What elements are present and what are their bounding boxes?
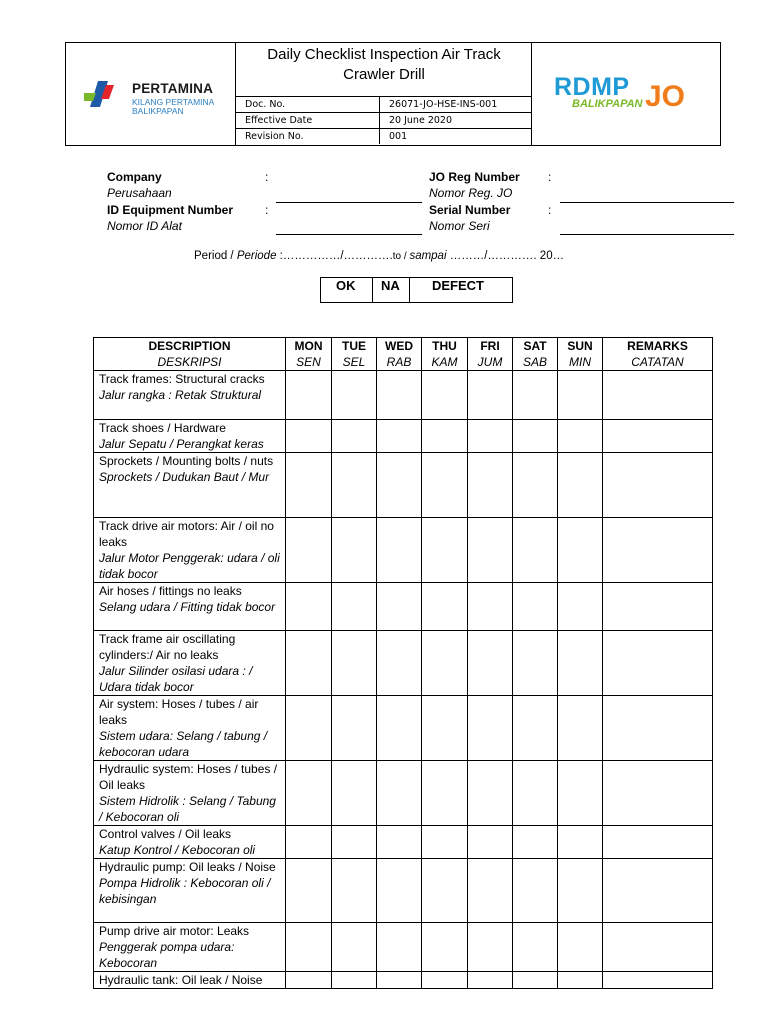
description-en: Pump drive air motor: Leaks: [99, 924, 250, 938]
check-cell-sun[interactable]: [558, 420, 603, 453]
check-cell-tue[interactable]: [332, 923, 377, 972]
meta-row-doc-no: [236, 97, 532, 113]
description-id: Katup Kontrol / Kebocoran oli: [99, 843, 256, 857]
row-description: [94, 631, 286, 696]
description-id: Selang udara / Fitting tidak bocor: [99, 600, 276, 614]
description-en: Air hoses / fittings no leaks: [99, 584, 242, 598]
description-en: Track frames: Structural cracks: [99, 372, 265, 386]
document-title: [236, 43, 532, 97]
remarks-cell[interactable]: [603, 826, 713, 859]
table-row: [94, 518, 713, 583]
company-label-id: Perusahaan: [107, 186, 172, 200]
legend-ok: OK: [321, 278, 373, 302]
check-cell-sun[interactable]: [558, 371, 603, 420]
description-en: Track shoes / Hardware: [99, 421, 226, 435]
description-en: Control valves / Oil leaks: [99, 827, 232, 841]
check-cell-wed[interactable]: [377, 972, 422, 989]
check-cell-thu[interactable]: [422, 453, 468, 518]
company-label: Company: [107, 170, 162, 184]
header-description: DESCRIPTION DESKRIPSI: [94, 338, 286, 371]
check-cell-wed[interactable]: [377, 859, 422, 923]
check-cell-mon[interactable]: [286, 761, 332, 826]
meta-value: 001: [389, 131, 408, 142]
check-cell-fri[interactable]: [468, 583, 513, 631]
check-cell-fri[interactable]: [468, 761, 513, 826]
table-row: [94, 583, 713, 631]
row-description: [94, 371, 286, 420]
check-cell-wed[interactable]: [377, 631, 422, 696]
table-row: [94, 696, 713, 761]
table-row: [94, 972, 713, 989]
row-description: [94, 420, 286, 453]
table-row: [94, 761, 713, 826]
serial-label-id: Nomor Seri: [429, 219, 490, 233]
check-cell-sat[interactable]: [513, 453, 558, 518]
table-row: [94, 923, 713, 972]
check-cell-tue[interactable]: [332, 761, 377, 826]
check-cell-sun[interactable]: [558, 761, 603, 826]
serial-field[interactable]: [560, 234, 734, 235]
check-cell-sat[interactable]: [513, 923, 558, 972]
check-cell-fri[interactable]: [468, 371, 513, 420]
check-cell-mon[interactable]: [286, 826, 332, 859]
header-center: [236, 43, 532, 145]
check-cell-wed[interactable]: [377, 583, 422, 631]
remarks-cell[interactable]: [603, 923, 713, 972]
check-cell-mon[interactable]: [286, 453, 332, 518]
remarks-cell[interactable]: [603, 583, 713, 631]
row-description: [94, 583, 286, 631]
check-cell-mon[interactable]: [286, 923, 332, 972]
pertamina-logo: [66, 43, 236, 145]
description-en: Air system: Hoses / tubes / air leaks: [99, 697, 259, 727]
check-cell-sat[interactable]: [513, 631, 558, 696]
check-cell-mon[interactable]: [286, 420, 332, 453]
check-cell-thu[interactable]: [422, 859, 468, 923]
meta-key: Revision No.: [236, 129, 380, 144]
legend-defect: DEFECT: [432, 278, 484, 293]
meta-row-effective-date: [236, 113, 532, 129]
table-row: [94, 631, 713, 696]
check-cell-fri[interactable]: [468, 453, 513, 518]
document-header: [65, 42, 721, 146]
meta-row-revision: [236, 129, 532, 145]
check-cell-tue[interactable]: [332, 631, 377, 696]
table-row: [94, 420, 713, 453]
remarks-cell[interactable]: [603, 518, 713, 583]
status-legend: [320, 277, 513, 303]
check-cell-thu[interactable]: [422, 583, 468, 631]
description-id: Sprockets / Dudukan Baut / Mur: [99, 470, 270, 484]
check-cell-wed[interactable]: [377, 826, 422, 859]
check-cell-tue[interactable]: [332, 420, 377, 453]
pertamina-sub1: KILANG PERTAMINA: [132, 97, 215, 107]
check-cell-wed[interactable]: [377, 923, 422, 972]
check-cell-tue[interactable]: [332, 972, 377, 989]
header-sun: SUN MIN: [558, 338, 603, 371]
check-cell-wed[interactable]: [377, 453, 422, 518]
check-cell-sun[interactable]: [558, 859, 603, 923]
check-cell-fri[interactable]: [468, 696, 513, 761]
check-cell-thu[interactable]: [422, 923, 468, 972]
check-cell-mon[interactable]: [286, 859, 332, 923]
check-cell-fri[interactable]: [468, 859, 513, 923]
row-description: [94, 696, 286, 761]
check-cell-sun[interactable]: [558, 631, 603, 696]
meta-key: Doc. No.: [236, 97, 380, 112]
check-cell-thu[interactable]: [422, 371, 468, 420]
remarks-cell[interactable]: [603, 972, 713, 989]
period-line: Period / Periode :……………/………….to / sampai ………/…………. 20…: [194, 250, 565, 262]
jo-reg-label-id: Nomor Reg. JO: [429, 186, 513, 200]
check-cell-fri[interactable]: [468, 631, 513, 696]
title-line-1: Daily Checklist Inspection Air Track: [267, 46, 501, 63]
colon: :: [548, 203, 552, 217]
check-cell-wed[interactable]: [377, 518, 422, 583]
equipment-label: ID Equipment Number: [107, 203, 234, 217]
colon: :: [548, 170, 552, 184]
check-cell-sat[interactable]: [513, 518, 558, 583]
check-cell-fri[interactable]: [468, 826, 513, 859]
check-cell-sat[interactable]: [513, 826, 558, 859]
check-cell-tue[interactable]: [332, 859, 377, 923]
check-cell-wed[interactable]: [377, 761, 422, 826]
check-cell-tue[interactable]: [332, 453, 377, 518]
check-cell-sun[interactable]: [558, 972, 603, 989]
check-cell-sat[interactable]: [513, 859, 558, 923]
description-en: Hydraulic tank: Oil leak / Noise: [99, 973, 263, 987]
check-cell-tue[interactable]: [332, 696, 377, 761]
remarks-cell[interactable]: [603, 453, 713, 518]
serial-label: Serial Number: [429, 203, 511, 217]
check-cell-wed[interactable]: [377, 371, 422, 420]
header-wed: WED RAB: [377, 338, 422, 371]
equipment-field[interactable]: [276, 234, 422, 235]
header-thu: THU KAM: [422, 338, 468, 371]
header-mon: MON SEN: [286, 338, 332, 371]
meta-value: 20 June 2020: [389, 115, 452, 126]
row-description: [94, 826, 286, 859]
remarks-cell[interactable]: [603, 371, 713, 420]
rdmp-jo-logo: [532, 43, 720, 145]
remarks-cell[interactable]: [603, 696, 713, 761]
check-cell-fri[interactable]: [468, 420, 513, 453]
company-field[interactable]: [276, 202, 422, 203]
row-description: [94, 859, 286, 923]
row-description: [94, 972, 286, 989]
check-cell-tue[interactable]: [332, 518, 377, 583]
check-cell-mon[interactable]: [286, 371, 332, 420]
check-cell-sun[interactable]: [558, 923, 603, 972]
description-en: Track drive air motors: Air / oil no leaks: [99, 519, 274, 549]
row-description: [94, 518, 286, 583]
meta-value: 26071-JO-HSE-INS-001: [389, 99, 498, 110]
check-cell-sun[interactable]: [558, 518, 603, 583]
row-description: [94, 453, 286, 518]
check-cell-wed[interactable]: [377, 420, 422, 453]
description-id: Jalur Sepatu / Perangkat keras: [99, 437, 264, 451]
check-cell-mon[interactable]: [286, 972, 332, 989]
jo-reg-field[interactable]: [560, 202, 734, 203]
jo-reg-label: JO Reg Number: [429, 170, 520, 184]
description-id: Pompa Hidrolik : Kebocoran oli / kebisingan: [99, 876, 271, 906]
check-cell-tue[interactable]: [332, 371, 377, 420]
check-cell-sat[interactable]: [513, 696, 558, 761]
check-cell-sat[interactable]: [513, 761, 558, 826]
table-header-row: [94, 338, 713, 371]
check-cell-fri[interactable]: [468, 923, 513, 972]
remarks-cell[interactable]: [603, 420, 713, 453]
check-cell-sat[interactable]: [513, 371, 558, 420]
description-id: Jalur Motor Penggerak: udara / oli tidak bocor: [99, 551, 280, 581]
check-cell-fri[interactable]: [468, 518, 513, 583]
pertamina-sub2: BALIKPAPAN: [132, 106, 184, 116]
check-cell-mon[interactable]: [286, 696, 332, 761]
rdmp-text: RDMP: [554, 73, 630, 101]
table-row: [94, 859, 713, 923]
balikpapan-text: BALIKPAPAN: [572, 98, 643, 110]
description-id: Jalur rangka : Retak Struktural: [99, 388, 262, 402]
title-line-2: Crawler Drill: [343, 66, 425, 83]
remarks-cell[interactable]: [603, 761, 713, 826]
description-en: Track frame air oscillating cylinders:/ Air no leaks: [99, 632, 236, 662]
table-row: [94, 826, 713, 859]
description-id: Sistem udara: Selang / tabung / kebocoran udara: [99, 729, 268, 759]
remarks-cell[interactable]: [603, 631, 713, 696]
inspection-table: [93, 337, 713, 989]
colon: :: [265, 203, 269, 217]
description-id: Jalur Silinder osilasi udara : / Udara tidak bocor: [99, 664, 253, 694]
row-description: [94, 923, 286, 972]
check-cell-tue[interactable]: [332, 583, 377, 631]
pertamina-logo-icon: [84, 79, 128, 109]
jo-text: JO: [645, 80, 686, 113]
check-cell-thu[interactable]: [422, 972, 468, 989]
description-en: Hydraulic pump: Oil leaks / Noise: [99, 860, 276, 874]
check-cell-mon[interactable]: [286, 631, 332, 696]
meta-key: Effective Date: [236, 113, 380, 128]
check-cell-thu[interactable]: [422, 420, 468, 453]
check-cell-sat[interactable]: [513, 583, 558, 631]
header-remarks: REMARKS CATATAN: [603, 338, 713, 371]
header-tue: TUE SEL: [332, 338, 377, 371]
remarks-cell[interactable]: [603, 859, 713, 923]
check-cell-thu[interactable]: [422, 761, 468, 826]
description-en: Sprockets / Mounting bolts / nuts: [99, 454, 274, 468]
table-row: [94, 453, 713, 518]
check-cell-wed[interactable]: [377, 696, 422, 761]
equipment-label-id: Nomor ID Alat: [107, 219, 182, 233]
header-sat: SAT SAB: [513, 338, 558, 371]
description-en: Hydraulic system: Hoses / tubes / Oil leaks: [99, 762, 278, 792]
check-cell-mon[interactable]: [286, 583, 332, 631]
check-cell-mon[interactable]: [286, 518, 332, 583]
check-cell-thu[interactable]: [422, 696, 468, 761]
description-id: Penggerak pompa udara: Kebocoran: [99, 940, 235, 970]
colon: :: [265, 170, 269, 184]
check-cell-sun[interactable]: [558, 583, 603, 631]
check-cell-thu[interactable]: [422, 826, 468, 859]
description-id: Sistem Hidrolik : Selang / Tabung / Kebocoran oli: [99, 794, 276, 824]
legend-na: NA: [373, 278, 410, 302]
header-fri: FRI JUM: [468, 338, 513, 371]
check-cell-tue[interactable]: [332, 826, 377, 859]
check-cell-sun[interactable]: [558, 696, 603, 761]
check-cell-fri[interactable]: [468, 972, 513, 989]
row-description: [94, 761, 286, 826]
pertamina-brand: PERTAMINA: [132, 81, 214, 96]
check-cell-thu[interactable]: [422, 518, 468, 583]
check-cell-thu[interactable]: [422, 631, 468, 696]
check-cell-sat[interactable]: [513, 420, 558, 453]
table-row: [94, 371, 713, 420]
check-cell-sat[interactable]: [513, 972, 558, 989]
check-cell-sun[interactable]: [558, 453, 603, 518]
check-cell-sun[interactable]: [558, 826, 603, 859]
